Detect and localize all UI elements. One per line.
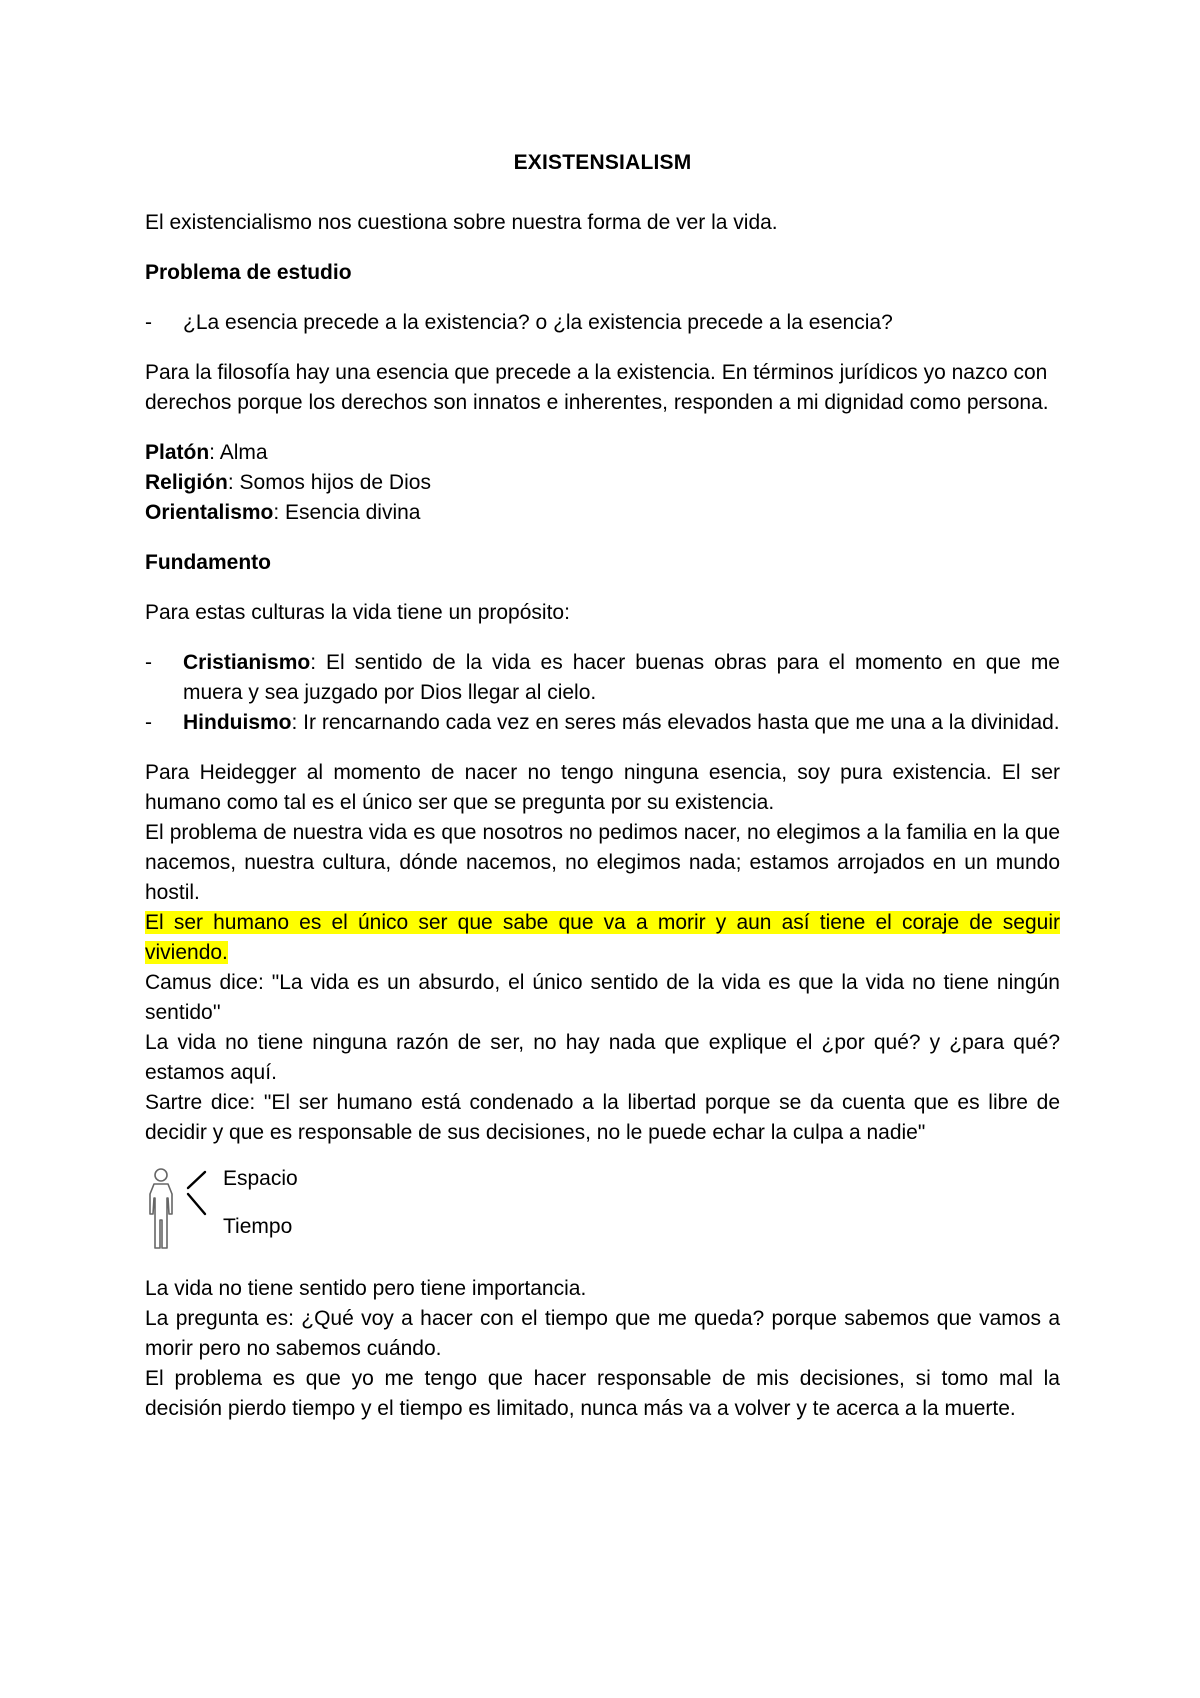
closing-block bbox=[145, 1274, 1060, 1424]
figure-label-tiempo: Tiempo bbox=[223, 1215, 293, 1238]
essence-term: Religión bbox=[145, 471, 228, 494]
essence-line bbox=[145, 498, 1060, 528]
problema-list bbox=[145, 308, 1060, 338]
pregunta-paragraph: La pregunta es: ¿Qué voy a hacer con el tiempo que me queda? porque sabemos que vamos a morir pero no sabemos cuándo. bbox=[145, 1307, 1060, 1360]
bullet-dash: - bbox=[145, 651, 152, 674]
essence-sep: : bbox=[273, 501, 280, 524]
camus-paragraph: Camus dice: "La vida es un absurdo, el único sentido de la vida es que la vida no tiene ningún sentido'' bbox=[145, 971, 1060, 1024]
fundamento-intro: Para estas culturas la vida tiene un propósito: bbox=[145, 601, 570, 624]
list-item-term: Hinduismo bbox=[183, 711, 292, 734]
list-item-text: El sentido de la vida es hacer buenas obras para el momento en que me muera y sea juzgado por Dios llegar al cielo. bbox=[183, 651, 1060, 704]
problema-vida-paragraph: El problema de nuestra vida es que nosotros no pedimos nacer, no elegimos a la familia en la que nacemos, nuestra cultura, dónde nacemos, no elegimos nada; estamos arrojados en un mundo hostil. bbox=[145, 821, 1060, 904]
essence-line bbox=[145, 468, 1060, 498]
heidegger-paragraph: Para Heidegger al momento de nacer no tengo ninguna esencia, soy pura existencia. El ser humano como tal es el único ser que se pregunta por su existencia. bbox=[145, 761, 1060, 814]
section-heading-problema: Problema de estudio bbox=[145, 261, 352, 284]
essence-term: Orientalismo bbox=[145, 501, 274, 524]
importancia-paragraph: La vida no tiene sentido pero tiene importancia. bbox=[145, 1277, 587, 1300]
sartre-paragraph: Sartre dice: "El ser humano está condenado a la libertad porque se da cuenta que es libre de decidir y que es responsable de sus decisiones, no le puede echar la culpa a nadie" bbox=[145, 1091, 1060, 1144]
person-diagram bbox=[145, 1164, 1060, 1256]
section-heading-fundamento: Fundamento bbox=[145, 551, 271, 574]
list-item bbox=[145, 708, 1060, 738]
list-item-sep: : bbox=[310, 651, 317, 674]
bullet-dash: - bbox=[145, 311, 152, 334]
essence-term: Platón bbox=[145, 441, 210, 464]
list-item bbox=[145, 648, 1060, 708]
list-item-text: Ir rencarnando cada vez en seres más elevados hasta que me una a la divinidad. bbox=[297, 711, 1060, 734]
problema-paragraph: Para la filosofía hay una esencia que precede a la existencia. En términos jurídicos yo nazco con derechos porque los derechos son innatos e inherentes, responden a mi dignidad como persona. bbox=[145, 361, 1049, 414]
person-icon bbox=[145, 1164, 217, 1256]
bullet-dash: - bbox=[145, 711, 152, 734]
highlighted-paragraph bbox=[145, 908, 1060, 968]
essence-value: Alma bbox=[215, 441, 268, 464]
list-item-sep: : bbox=[291, 711, 298, 734]
essence-line bbox=[145, 438, 1060, 468]
intro-paragraph: El existencialismo nos cuestiona sobre nuestra forma de ver la vida. bbox=[145, 211, 778, 234]
essence-value: Esencia divina bbox=[279, 501, 421, 524]
list-item bbox=[145, 308, 1060, 338]
document-title: EXISTENSIALISM bbox=[513, 151, 692, 174]
responsable-paragraph: El problema es que yo me tengo que hacer responsable de mis decisiones, si tomo mal la decisión pierdo tiempo y el tiempo es limitado, nunca más va a volver y te acerca a la muerte. bbox=[145, 1367, 1060, 1420]
essence-sep: : bbox=[227, 471, 234, 494]
highlighted-text: El ser humano es el único ser que sabe que va a morir y aun así tiene el coraje de seguir viviendo. bbox=[145, 911, 1060, 964]
essence-value: Somos hijos de Dios bbox=[233, 471, 431, 494]
list-item-text: ¿La esencia precede a la existencia? o ¿la existencia precede a la esencia? bbox=[183, 311, 893, 334]
fundamento-list bbox=[145, 648, 1060, 738]
document-content bbox=[145, 148, 1060, 1424]
body-block bbox=[145, 758, 1060, 1148]
essence-sep: : bbox=[209, 441, 216, 464]
figure-label-espacio: Espacio bbox=[223, 1167, 298, 1190]
essences-block bbox=[145, 438, 1060, 528]
bracket-icon bbox=[188, 1172, 205, 1214]
razon-paragraph: La vida no tiene ninguna razón de ser, no hay nada que explique el ¿por qué? y ¿para qué? estamos aquí. bbox=[145, 1031, 1060, 1084]
list-item-term: Cristianismo bbox=[183, 651, 311, 674]
